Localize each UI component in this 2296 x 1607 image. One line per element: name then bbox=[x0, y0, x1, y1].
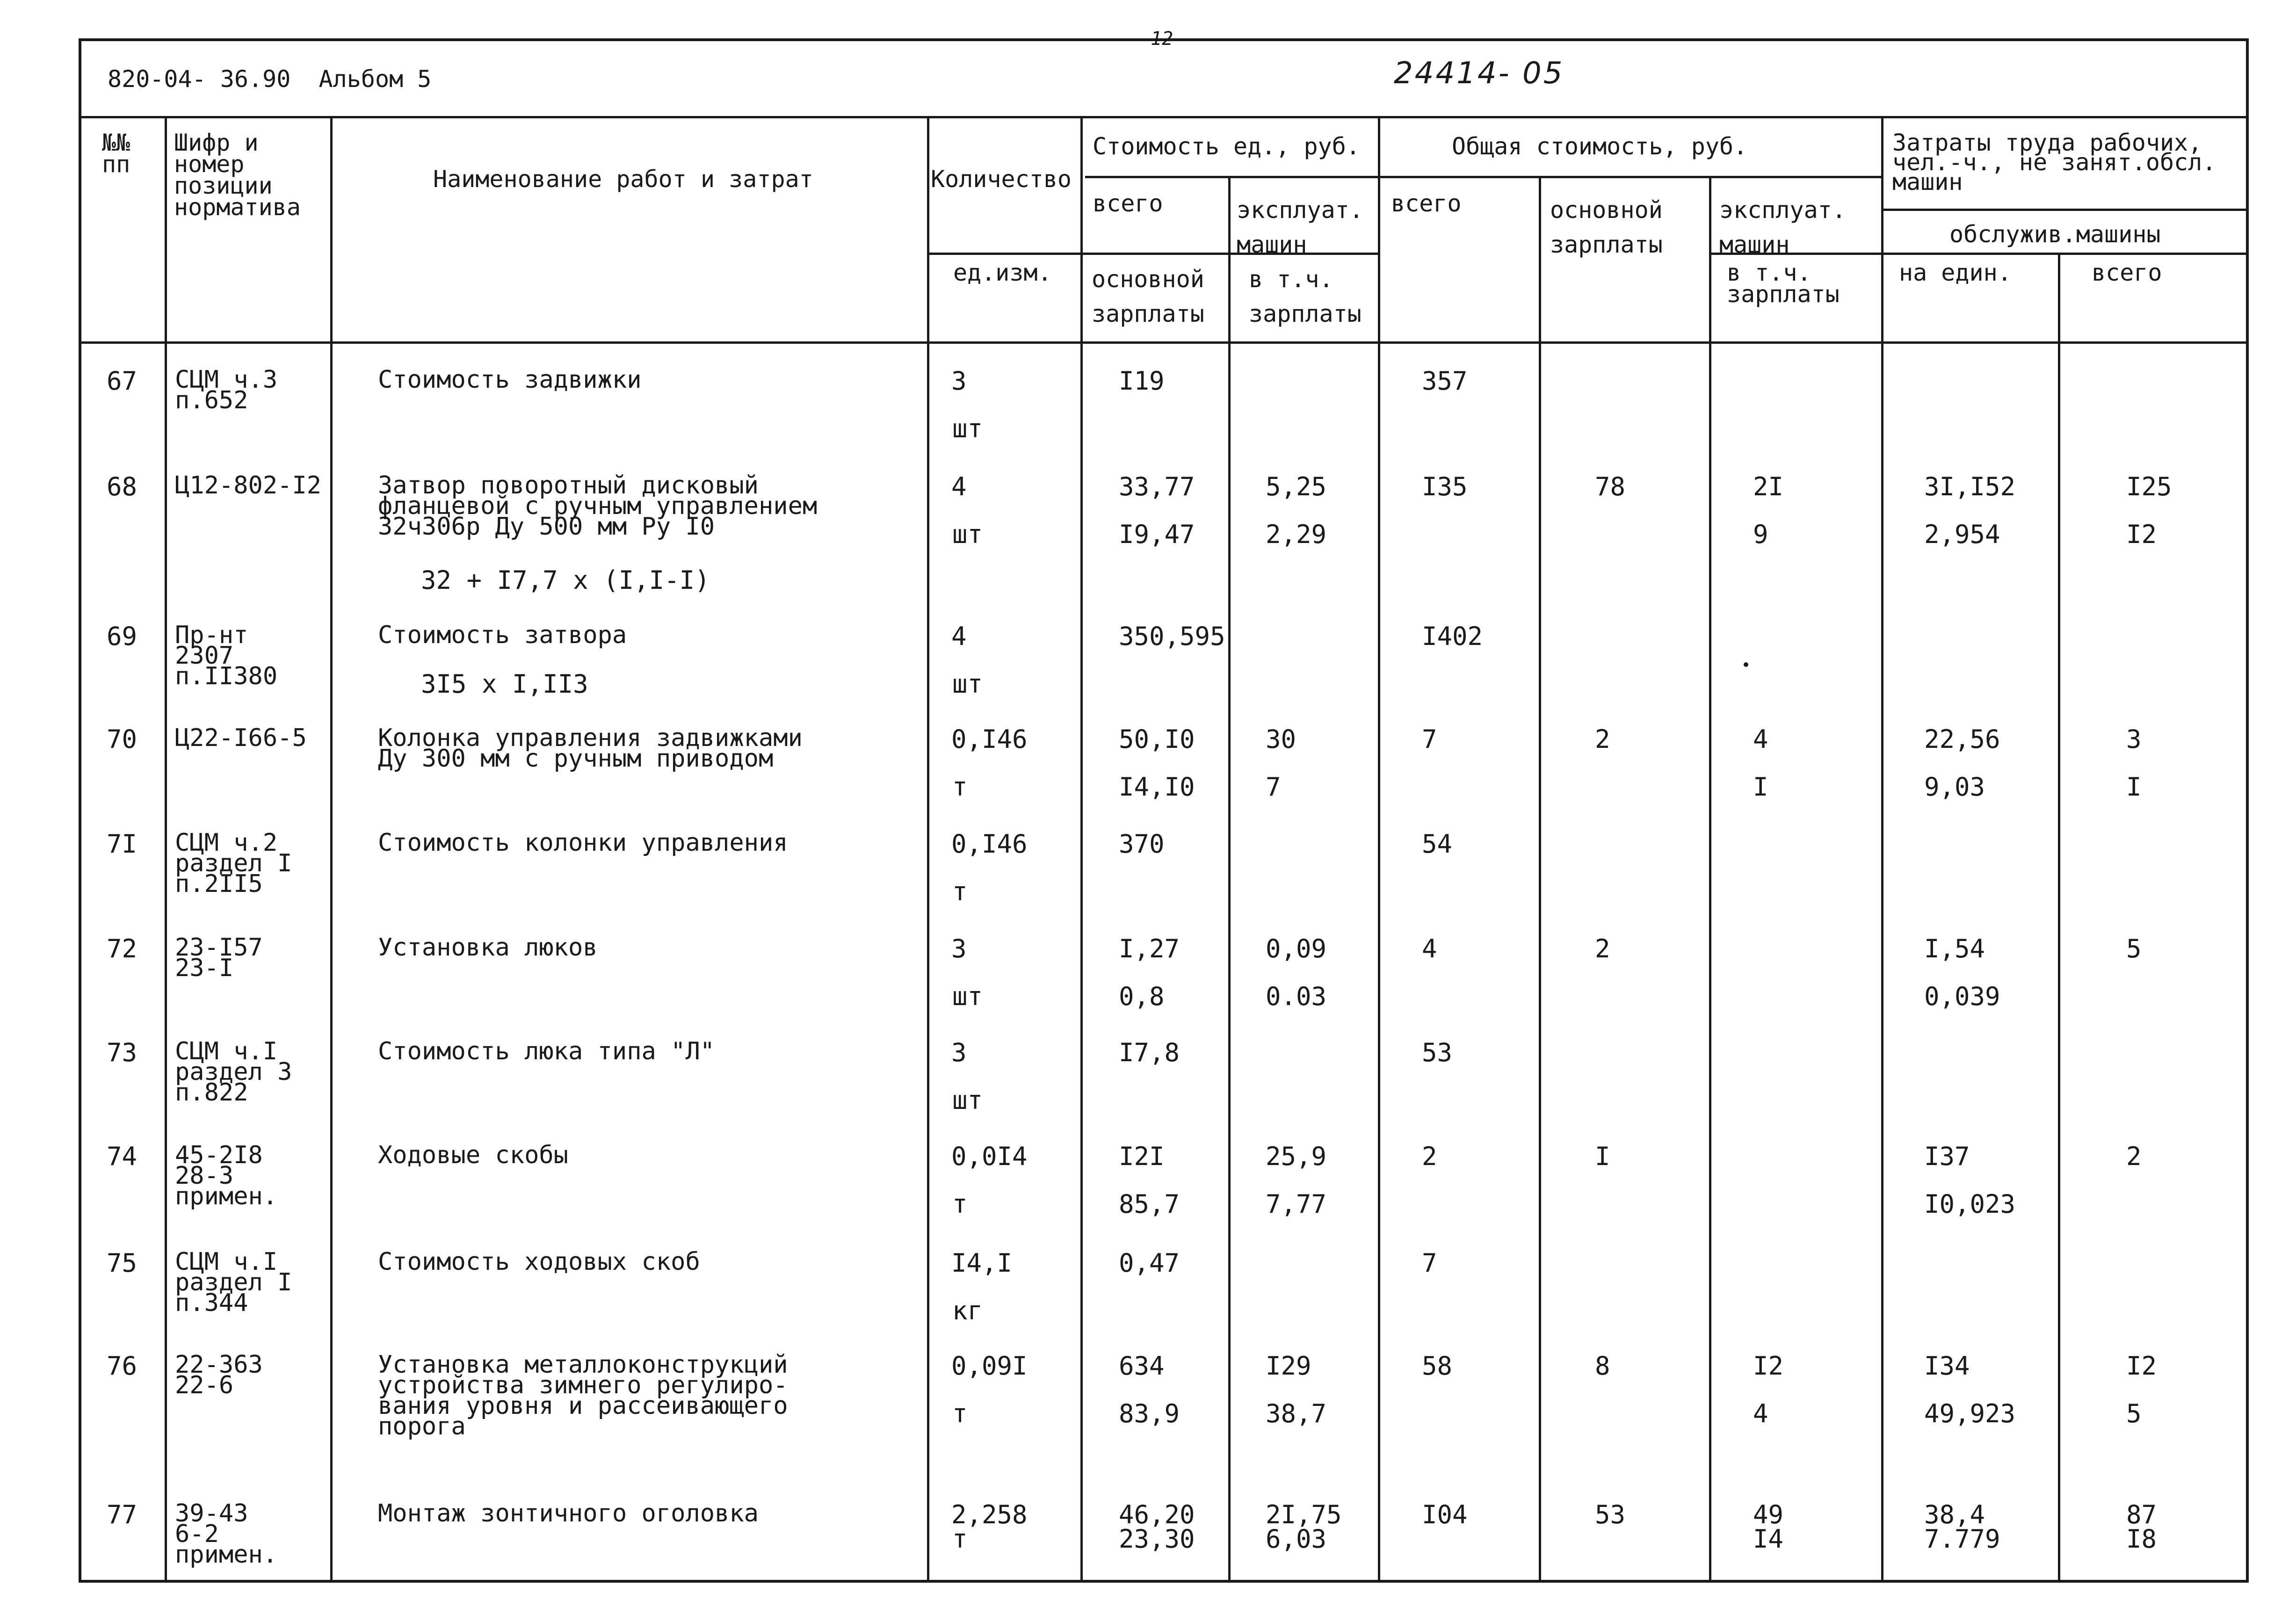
row-name: Стоимость люка типа "Л" bbox=[378, 1037, 715, 1065]
row-code: Ц12-802-I2 bbox=[175, 471, 322, 499]
row-name: Установка люков bbox=[378, 934, 598, 962]
row-labor-total-2: 5 bbox=[2126, 1399, 2142, 1428]
row-total-wage: 78 bbox=[1595, 472, 1626, 501]
row-name-formula: 3I5 x I,II3 bbox=[421, 669, 588, 699]
row-number: 7I bbox=[107, 829, 138, 859]
row-total-all: 357 bbox=[1422, 366, 1468, 396]
row-unit-cost-all: I,27 bbox=[1119, 934, 1180, 963]
row-total-all: 7 bbox=[1422, 1248, 1437, 1278]
row-unit-cost-machine: I29 bbox=[1266, 1351, 1311, 1381]
row-name: Стоимость задвижки bbox=[378, 366, 642, 394]
row-total-wage: 2 bbox=[1595, 724, 1610, 754]
col-rule-9 bbox=[1881, 116, 1883, 1583]
header-sub-rule-1 bbox=[1085, 176, 1881, 178]
row-quantity: I4,I bbox=[951, 1248, 1013, 1278]
row-number: 69 bbox=[107, 622, 138, 651]
row-name: Установка металлоконструкций устройства зимнего регулиро- вания уровня и рассеивающего порога bbox=[378, 1351, 788, 1441]
row-labor-per-unit: I34 bbox=[1924, 1351, 1970, 1381]
col-header-total-mach-wage: в т.ч. зарплаты bbox=[1727, 259, 1840, 308]
col-header-num: №№ пп bbox=[102, 129, 130, 178]
row-unit-cost-wage: I9,47 bbox=[1119, 520, 1195, 549]
row-labor-per-unit: I,54 bbox=[1924, 934, 1985, 963]
row-number: 77 bbox=[107, 1500, 138, 1529]
row-labor-per-unit: 38,4 bbox=[1924, 1500, 1985, 1529]
row-unit: т bbox=[952, 1189, 968, 1219]
row-labor-total: 2 bbox=[2126, 1142, 2142, 1171]
row-labor-total: 3 bbox=[2126, 724, 2142, 754]
row-total-all: 58 bbox=[1422, 1351, 1453, 1381]
row-quantity: 4 bbox=[951, 622, 967, 651]
row-labor-per-unit: 3I,I52 bbox=[1924, 472, 2016, 501]
row-code: Пр-нт 2307 п.II380 bbox=[175, 621, 278, 690]
row-unit-cost-wage: I4,I0 bbox=[1119, 772, 1195, 802]
row-unit-cost-machine-wage: 6,03 bbox=[1266, 1524, 1327, 1554]
col-rule-4 bbox=[1080, 116, 1083, 1583]
header-top-rule bbox=[79, 116, 2249, 118]
row-labor-per-unit-2: 49,923 bbox=[1924, 1399, 2016, 1428]
row-code: СЦМ ч.3 п.652 bbox=[175, 366, 278, 414]
row-unit-cost-all: 46,20 bbox=[1119, 1500, 1195, 1529]
row-number: 67 bbox=[107, 366, 138, 396]
row-total-machine: 4 bbox=[1753, 724, 1768, 754]
row-number: 74 bbox=[107, 1142, 138, 1171]
row-quantity: 2,258 bbox=[951, 1500, 1028, 1529]
row-number: 73 bbox=[107, 1038, 138, 1067]
row-unit-cost-machine-wage: 0.03 bbox=[1266, 982, 1327, 1011]
row-total-all: I402 bbox=[1422, 622, 1483, 651]
row-code: СЦМ ч.I раздел I п.344 bbox=[175, 1248, 292, 1317]
row-name: Стоимость ходовых скоб bbox=[378, 1248, 700, 1276]
row-unit-cost-wage: 83,9 bbox=[1119, 1399, 1180, 1428]
row-labor-per-unit-2: 2,954 bbox=[1924, 520, 2000, 549]
row-total-machine-wage: I4 bbox=[1753, 1524, 1784, 1554]
col-header-unit-mach: эксплуат. машин bbox=[1237, 196, 1363, 258]
row-unit-cost-machine-wage: 7 bbox=[1266, 772, 1281, 802]
row-total-all: I04 bbox=[1422, 1500, 1468, 1529]
row-number: 75 bbox=[107, 1248, 138, 1278]
row-name: Ходовые скобы bbox=[378, 1141, 568, 1169]
col-header-name: Наименование работ и затрат bbox=[433, 166, 813, 193]
row-unit: шт bbox=[952, 1086, 983, 1115]
col-header-unit-mach-wage: в т.ч. зарплаты bbox=[1249, 266, 1362, 327]
row-total-wage: 2 bbox=[1595, 934, 1610, 963]
col-rule-6 bbox=[1378, 116, 1380, 1583]
row-total-all: 54 bbox=[1422, 829, 1453, 859]
row-name: Затвор поворотный дисковый фланцевой с ручным управлением 32ч306р Ду 500 мм Ру I0 bbox=[378, 471, 818, 541]
row-unit-cost-all: I19 bbox=[1119, 366, 1165, 396]
row-unit: шт bbox=[952, 414, 983, 443]
row-total-wage: 53 bbox=[1595, 1500, 1626, 1529]
row-total-all: 53 bbox=[1422, 1038, 1453, 1067]
row-labor-per-unit-2: 0,039 bbox=[1924, 982, 2000, 1011]
row-quantity: 3 bbox=[951, 1038, 967, 1067]
row-labor-total-2: I2 bbox=[2126, 520, 2157, 549]
row-quantity: 3 bbox=[951, 934, 967, 963]
row-quantity: 0,0I4 bbox=[951, 1142, 1028, 1171]
row-quantity: 0,I46 bbox=[951, 829, 1028, 859]
row-total-machine-wage: 9 bbox=[1753, 520, 1768, 549]
row-unit-cost-all: 0,47 bbox=[1119, 1248, 1180, 1278]
row-unit-cost-all: 33,77 bbox=[1119, 472, 1195, 501]
row-unit: т bbox=[952, 1399, 968, 1428]
row-name: Стоимость затвора bbox=[378, 621, 627, 649]
row-unit: т bbox=[952, 1524, 968, 1554]
row-total-all: I35 bbox=[1422, 472, 1468, 501]
page-number: 12 bbox=[1151, 28, 1173, 50]
row-quantity: 0,I46 bbox=[951, 724, 1028, 754]
row-total-machine-wage: 4 bbox=[1753, 1399, 1768, 1428]
header-bottom-rule bbox=[79, 341, 2249, 344]
row-unit: т bbox=[952, 772, 968, 802]
row-number: 68 bbox=[107, 472, 138, 501]
row-unit-cost-machine-wage: 7,77 bbox=[1266, 1189, 1327, 1219]
row-unit: шт bbox=[952, 520, 983, 549]
col-rule-2 bbox=[330, 116, 333, 1583]
row-labor-per-unit-2: 7.779 bbox=[1924, 1524, 2000, 1554]
row-labor-total: I25 bbox=[2126, 472, 2172, 501]
row-total-machine: 49 bbox=[1753, 1500, 1784, 1529]
row-name: Колонка управления задвижками Ду 300 мм с ручным приводом bbox=[378, 724, 803, 773]
col-header-labor-total: всего bbox=[2092, 259, 2162, 286]
row-unit-cost-all: I2I bbox=[1119, 1142, 1165, 1171]
row-quantity: 4 bbox=[951, 472, 967, 501]
row-unit-cost-all: 50,I0 bbox=[1119, 724, 1195, 754]
row-total-wage: I bbox=[1595, 1142, 1610, 1171]
row-number: 76 bbox=[107, 1351, 138, 1381]
row-total-all: 2 bbox=[1422, 1142, 1437, 1171]
row-unit-cost-wage: 0,8 bbox=[1119, 982, 1165, 1011]
row-number: 70 bbox=[107, 724, 138, 754]
col-header-total-all: всего bbox=[1391, 190, 1462, 217]
row-labor-total: 87 bbox=[2126, 1500, 2157, 1529]
row-labor-total: 5 bbox=[2126, 934, 2142, 963]
row-unit-cost-machine: 0,09 bbox=[1266, 934, 1327, 963]
col-header-total-wage: основной зарплаты bbox=[1550, 196, 1663, 258]
row-labor-total: I2 bbox=[2126, 1351, 2157, 1381]
row-unit-cost-all: 370 bbox=[1119, 829, 1165, 859]
col-rule-1 bbox=[165, 116, 167, 1583]
col-header-labor-per-unit: на един. bbox=[1899, 259, 2012, 286]
col-header-unit-cost: Стоимость ед., руб. bbox=[1093, 133, 1360, 160]
col-header-code: Шифр и номер позиции норматива bbox=[174, 129, 301, 221]
row-labor-total-2: I8 bbox=[2126, 1524, 2157, 1554]
row-unit-cost-machine-wage: 38,7 bbox=[1266, 1399, 1327, 1428]
row-total-machine: 2I bbox=[1753, 472, 1784, 501]
row-code: 22-363 22-6 bbox=[175, 1351, 263, 1399]
col-rule-8 bbox=[1709, 176, 1711, 1583]
row-unit-cost-machine-wage: 2,29 bbox=[1266, 520, 1327, 549]
row-unit-cost-all: I7,8 bbox=[1119, 1038, 1180, 1067]
col-header-total-mach: эксплуат. машин bbox=[1719, 196, 1846, 258]
row-unit-cost-wage: 85,7 bbox=[1119, 1189, 1180, 1219]
col-header-qty: Количество bbox=[931, 166, 1072, 193]
row-code: СЦМ ч.2 раздел I п.2II5 bbox=[175, 829, 292, 898]
row-unit-cost-machine: 25,9 bbox=[1266, 1142, 1327, 1171]
row-labor-per-unit: 22,56 bbox=[1924, 724, 2000, 754]
row-total-wage: 8 bbox=[1595, 1351, 1610, 1381]
row-quantity: 0,09I bbox=[951, 1351, 1028, 1381]
col-header-unit: ед.изм. bbox=[953, 259, 1052, 286]
row-unit-cost-all: 350,595 bbox=[1119, 622, 1225, 651]
row-code: 45-2I8 28-3 примен. bbox=[175, 1141, 278, 1210]
row-unit: шт bbox=[952, 982, 983, 1011]
row-unit-cost-wage: 23,30 bbox=[1119, 1524, 1195, 1554]
row-unit: т bbox=[952, 877, 968, 906]
col-rule-10 bbox=[2058, 253, 2060, 1583]
row-total-machine-wage: I bbox=[1753, 772, 1768, 802]
row-code: 39-43 6-2 примен. bbox=[175, 1499, 278, 1569]
row-unit: шт bbox=[952, 669, 983, 699]
row-unit-cost-machine: 5,25 bbox=[1266, 472, 1327, 501]
row-code: Ц22-I66-5 bbox=[175, 724, 307, 752]
row-labor-per-unit-2: I0,023 bbox=[1924, 1189, 2016, 1219]
row-code: 23-I57 23-I bbox=[175, 934, 263, 982]
col-rule-7 bbox=[1539, 176, 1541, 1583]
col-header-total: Общая стоимость, руб. bbox=[1452, 133, 1748, 160]
col-header-unit-wage: основной зарплаты bbox=[1092, 266, 1204, 327]
row-total-machine: I2 bbox=[1753, 1351, 1784, 1381]
row-unit-cost-machine: 30 bbox=[1266, 724, 1296, 754]
col-header-labor: Затраты труда рабочих, чел.-ч., не занят.обсл. машин bbox=[1892, 129, 2216, 195]
col-header-unit-all: всего bbox=[1093, 190, 1163, 217]
row-total-all: 7 bbox=[1422, 724, 1437, 754]
header-sub-rule-labor bbox=[1881, 209, 2249, 211]
col-header-labor-service: обслужив.машины bbox=[1949, 221, 2161, 248]
row-labor-per-unit-2: 9,03 bbox=[1924, 772, 1985, 802]
row-labor-per-unit: I37 bbox=[1924, 1142, 1970, 1171]
row-unit-cost-machine: 2I,75 bbox=[1266, 1500, 1342, 1529]
row-labor-total-2: I bbox=[2126, 772, 2142, 802]
scan-mark bbox=[1744, 662, 1748, 667]
row-number: 72 bbox=[107, 934, 138, 963]
row-unit: кг bbox=[952, 1296, 983, 1325]
row-unit-cost-all: 634 bbox=[1119, 1351, 1165, 1381]
row-quantity: 3 bbox=[951, 366, 967, 396]
col-rule-3 bbox=[927, 116, 929, 1583]
row-name: Стоимость колонки управления bbox=[378, 829, 788, 857]
row-total-all: 4 bbox=[1422, 934, 1437, 963]
row-name-formula: 32 + I7,7 x (I,I-I) bbox=[421, 565, 710, 595]
document-number: 24414- 05 bbox=[1394, 56, 1564, 91]
row-code: СЦМ ч.I раздел 3 п.822 bbox=[175, 1037, 292, 1107]
col-rule-5 bbox=[1228, 176, 1231, 1583]
row-name: Монтаж зонтичного оголовка bbox=[378, 1499, 759, 1527]
document-code: 820-04- 36.90 Альбом 5 bbox=[108, 65, 432, 93]
